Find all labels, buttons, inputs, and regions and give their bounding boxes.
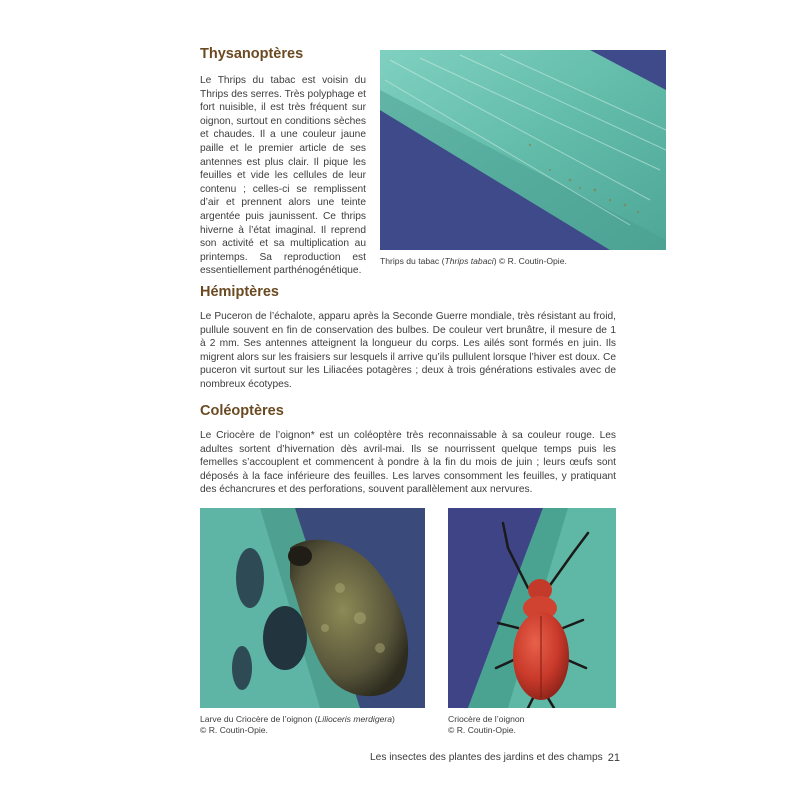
heading-coleopteres: Coléoptères bbox=[200, 403, 284, 419]
caption-larva bbox=[200, 714, 440, 736]
paragraph-thysanopteres: Le Thrips du tabac est voisin du Thrips des serres. Très polyphage et fort nuisible, il est très fréquent sur oignon, surtout en conditions sèches et chaudes. Il a une couleur jaune paille et le premier article de ses antennes est plus clair. Il pique les feuilles et vide les cellules de leur contenu ; celles-ci se remplissent d’air et prennent alors une teinte argentée puis jaunissent. Ce thrips hiverne à l’état imaginal. Il reprend son activité et sa multiplication au printemps. Sa reproduction est essentiellement parthénogénétique. bbox=[200, 75, 366, 277]
caption-adult-line1: Criocère de l’oignon bbox=[448, 714, 525, 724]
caption-larva-prefix: Larve du Criocère de l’oignon ( bbox=[200, 714, 318, 724]
caption-adult-credit: © R. Coutin-Opie. bbox=[448, 725, 516, 735]
paragraph-coleopteres: Le Criocère de l’oignon* est un coléoptère très reconnaissable à sa couleur rouge. Les adultes sortent d’hivernation dès avril-mai. Ils se nourrissent quelque temps puis les femelles s’accouplent et commencent à pondre à la fin du mois de juin ; leurs œufs sont déposés à la face inférieure des feuilles. Les larves consomment les feuilles, y pratiquant des échancrures et des perforations, souvent parallèlement aux nervures. bbox=[200, 430, 616, 496]
larva-photo bbox=[200, 508, 425, 708]
paragraph-hemipteres: Le Puceron de l’échalote, apparu après la Seconde Guerre mondiale, très résistant au froid, pullule souvent en fin de conservation des bulbes. De couleur vert brunâtre, il mesure de 1 à 2 mm. Ses antennes atteignent la longueur du corps. Les ailés sont formés en juin. Ils migrent alors sur les fraisiers sur lesquels il arrive qu’ils pullulent lorsque l’hiver est doux. Ce puceron vit surtout sur les Liliacées potagères ; deux à trois générations estivales avec de nombreux écotypes. bbox=[200, 311, 616, 390]
thrips-photo bbox=[380, 50, 666, 250]
caption-thrips-suffix: ) © R. Coutin-Opie. bbox=[493, 256, 567, 266]
caption-thrips-prefix: Thrips du tabac ( bbox=[380, 256, 445, 266]
heading-hemipteres: Hémiptères bbox=[200, 284, 279, 300]
page-number: 21 bbox=[607, 752, 620, 764]
beetle-photo bbox=[448, 508, 616, 708]
heading-thysanopteres: Thysanoptères bbox=[200, 46, 304, 62]
caption-larva-credit: © R. Coutin-Opie. bbox=[200, 725, 268, 735]
caption-thrips-latin: Thrips tabaci bbox=[444, 256, 494, 266]
caption-adult bbox=[448, 714, 616, 736]
caption-larva-latin: Lilioceris merdigera bbox=[317, 714, 393, 724]
caption-larva-suffix: ) bbox=[392, 714, 395, 724]
page-footer bbox=[370, 752, 620, 764]
footer-title: Les insectes des plantes des jardins et des champs bbox=[370, 752, 603, 763]
caption-thrips bbox=[380, 256, 666, 267]
